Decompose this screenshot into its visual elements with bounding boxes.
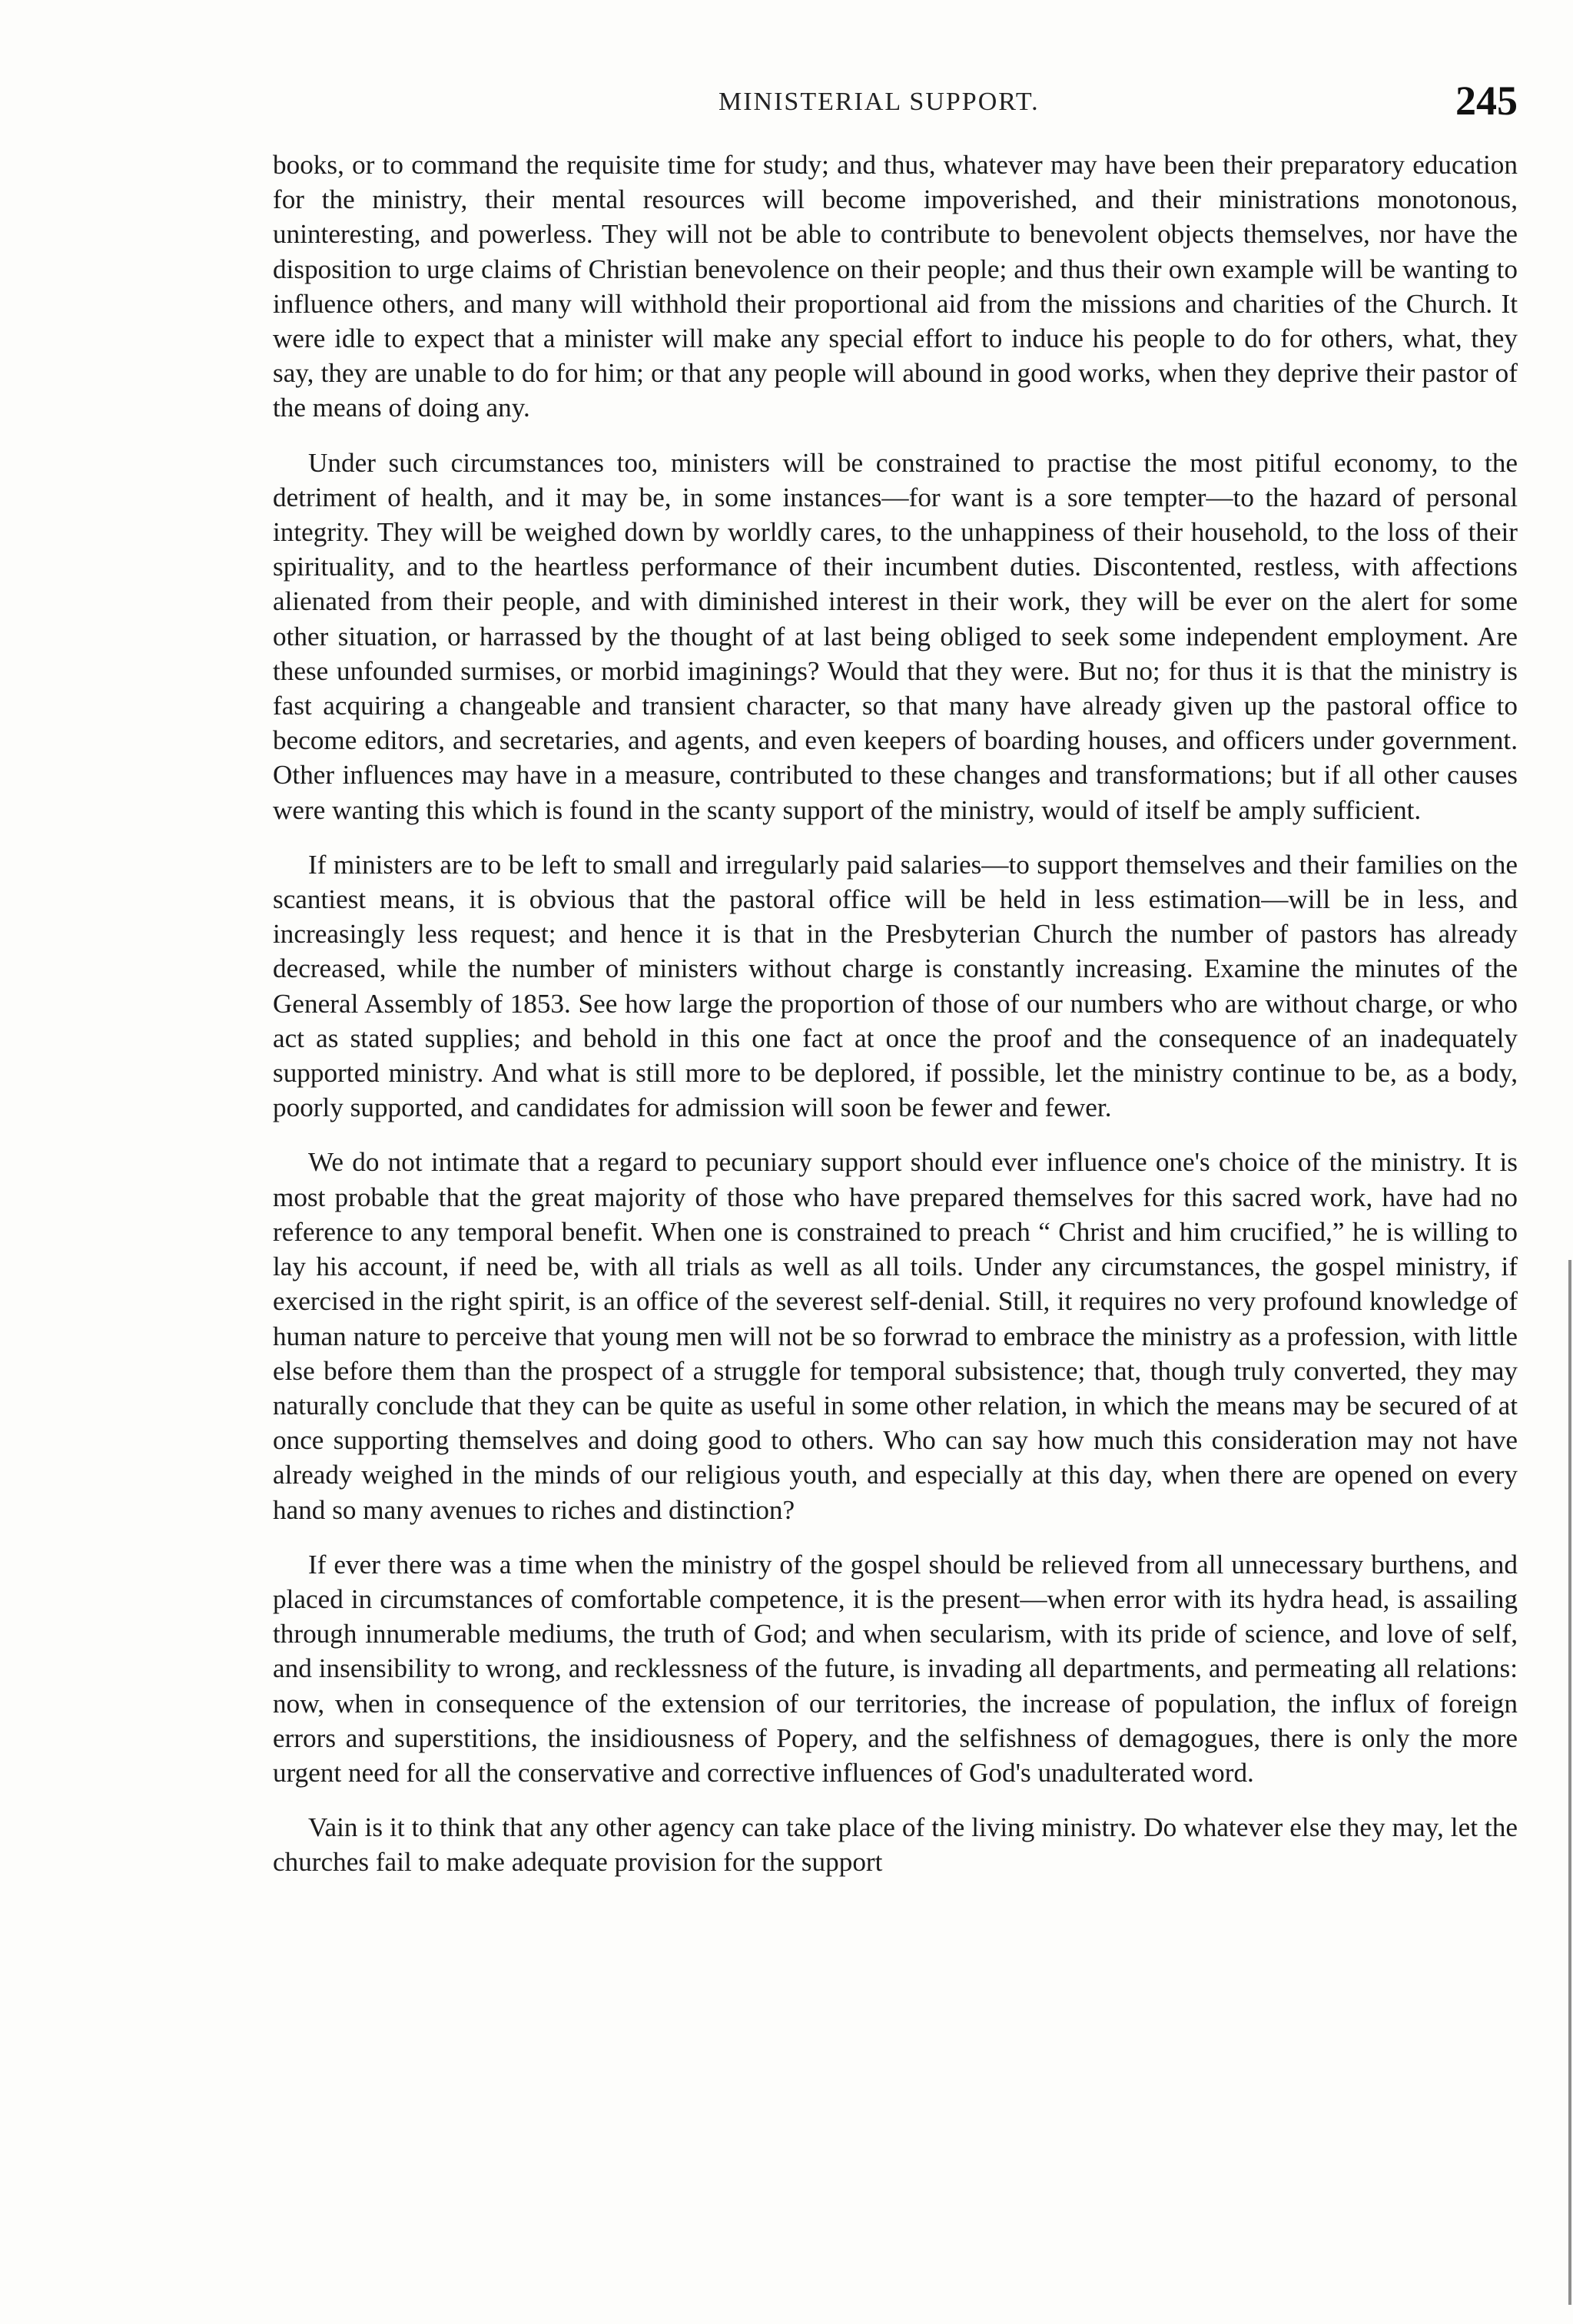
paragraph-3: If ministers are to be left to small and irregularly paid salaries—to support themselves and their families on the scantiest means, it is obvious that the pastoral office will be held in less estimation—will be in less, and increasingly less request; and hence it is that in the Presbyterian Church the number of pastors has already decreased, while the number of ministers without charge is constantly increasing. Examine the minutes of the General Assembly of 1853. See how large the proportion of those of our numbers who are without charge, or who act as stated supplies; and behold in this one fact at once the proof and the consequence of an inadequately supported ministry. And what is still more to be deplored, if possible, let the ministry continue to be, as a body, poorly supported, and candidates for admission will soon be fewer and fewer. — [273, 849, 1518, 1123]
page-header — [273, 77, 1518, 131]
paragraph-6: Vain is it to think that any other agency can take place of the living ministry. Do whatever else they may, let the churches fail to make adequate provision for the support — [273, 1812, 1518, 1878]
paragraph-4: We do not intimate that a regard to pecuniary support should ever influence one's choice of the ministry. It is most probable that the great majority of those who have prepared themselves for this sacred work, have had no reference to any temporal benefit. When one is constrained to preach “ Christ and him crucified,” he is willing to lay his account, if need be, with all trials as well as all toils. Under any circumstances, the gospel ministry, if exercised in the right spirit, is an office of the severest self-denial. Still, it requires no very profound knowledge of human nature to perceive that young men will not be so forwrad to embrace the ministry as a profession, with little else before them than the prospect of a struggle for temporal subsistence; that, though truly converted, they may naturally conclude that they can be quite as useful in some other relation, in which the means may be secured of at once supporting themselves and doing good to others. Who can say how much this consideration may not have already weighed in the minds of our religious youth, and especially at this day, when there are opened on every hand so many avenues to riches and distinction? — [273, 1147, 1518, 1525]
paragraph-5: If ever there was a time when the ministry of the gospel should be relieved from all unnecessary burthens, and placed in circumstances of comfortable competence, it is the present—when error with its hydra head, is assailing through innumerable mediums, the truth of God; and when secularism, with its pride of science, and love of self, and insensibility to wrong, and recklessness of the future, is invading all departments, and permeating all relations: now, when in consequence of the extension of our territories, the increase of population, the influx of foreign errors and superstitions, the insidiousness of Popery, and the selfishness of demagogues, there is only the more urgent need for all the conservative and corrective influences of God's unadulterated word. — [273, 1549, 1518, 1788]
body-text — [273, 148, 1518, 1880]
paragraph-2: Under such circumstances too, ministers will be constrained to practise the most pitiful economy, to the detriment of health, and it may be, in some instances—for want is a sore tempter—to the hazard of personal integrity. They will be weighed down by worldly cares, to the unhappiness of their household, to the loss of their spirituality, and to the heartless performance of their incumbent duties. Discontented, restless, with affections alienated from their people, and with diminished interest in their work, they will be ever on the alert for some other situation, or harrassed by the thought of at last being obliged to seek some independent employment. Are these unfounded surmises, or morbid imaginings? Would that they were. But no; for thus it is that the ministry is fast acquiring a changeable and transient character, so that many have already given up the pastoral office to become editors, and secretaries, and agents, and even keepers of boarding houses, and officers under government. Other influences may have in a measure, contributed to these changes and transformations; but if all other causes were wanting this which is found in the scanty support of the ministry, would of itself be amply sufficient. — [273, 447, 1518, 825]
scan-edge-shadow — [1568, 1260, 1571, 2305]
running-head: MINISTERIAL SUPPORT. — [718, 88, 1040, 116]
paragraph-1: books, or to command the requisite time for study; and thus, whatever may have been their preparatory education for the ministry, their mental resources will become impoverished, and their ministrations monotonous, uninteresting, and powerless. They will not be able to contribute to benevolent objects themselves, nor have the disposition to urge claims of Christian benevolence on their people; and thus their own example will be wanting to influence others, and many will withhold their proportional aid from the missions and charities of the Church. It were idle to expect that a minister will make any special effort to induce his people to do for others, what, they say, they are unable to do for him; or that any people will abound in good works, when they deprive their pastor of the means of doing any. — [273, 150, 1518, 423]
page-number: 245 — [1455, 78, 1518, 124]
